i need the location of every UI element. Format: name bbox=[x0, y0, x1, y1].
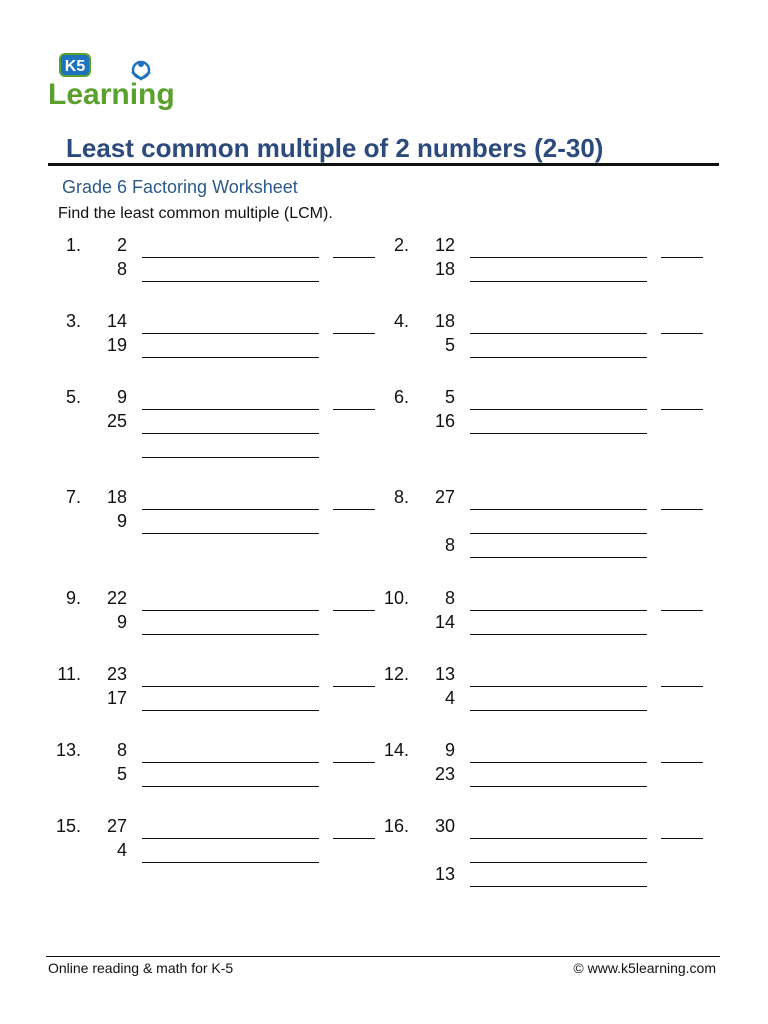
footer-website: © www.k5learning.com bbox=[573, 960, 716, 976]
answer-line[interactable] bbox=[661, 257, 703, 258]
multiples-line-2[interactable] bbox=[142, 357, 319, 358]
first-number: 27 bbox=[106, 816, 127, 836]
multiples-line-1[interactable] bbox=[470, 409, 647, 410]
multiples-line-extra[interactable] bbox=[470, 862, 647, 863]
second-number: 16 bbox=[434, 411, 455, 431]
answer-line[interactable] bbox=[333, 409, 375, 410]
multiples-line-1[interactable] bbox=[470, 610, 647, 611]
first-number: 2 bbox=[116, 235, 127, 255]
answer-line[interactable] bbox=[661, 409, 703, 410]
second-number: 4 bbox=[444, 688, 455, 708]
multiples-line-1[interactable] bbox=[470, 838, 647, 839]
multiples-line-2[interactable] bbox=[142, 281, 319, 282]
star-person-icon bbox=[132, 61, 150, 79]
second-number: 25 bbox=[106, 411, 127, 431]
problem-number: 7. bbox=[65, 487, 81, 507]
multiples-line-1[interactable] bbox=[142, 610, 319, 611]
k5-learning-logo bbox=[48, 52, 188, 114]
instructions: Find the least common multiple (LCM). bbox=[58, 205, 333, 222]
multiples-line-1[interactable] bbox=[142, 686, 319, 687]
first-number: 13 bbox=[434, 664, 455, 684]
answer-line[interactable] bbox=[333, 686, 375, 687]
answer-line[interactable] bbox=[333, 762, 375, 763]
multiples-line-1[interactable] bbox=[142, 409, 319, 410]
second-number: 8 bbox=[444, 535, 455, 555]
multiples-line-2[interactable] bbox=[142, 533, 319, 534]
problem-16 bbox=[383, 816, 713, 906]
multiples-line-2[interactable] bbox=[470, 357, 647, 358]
second-number: 19 bbox=[106, 335, 127, 355]
second-number: 5 bbox=[116, 764, 127, 784]
first-number: 9 bbox=[116, 387, 127, 407]
second-number: 17 bbox=[106, 688, 127, 708]
problem-number: 11. bbox=[57, 664, 81, 684]
multiples-line-1[interactable] bbox=[470, 686, 647, 687]
problem-number: 10. bbox=[383, 588, 409, 608]
second-number: 9 bbox=[116, 612, 127, 632]
second-number: 13 bbox=[434, 864, 455, 884]
problem-5 bbox=[55, 387, 385, 477]
problem-number: 14. bbox=[383, 740, 409, 760]
answer-line[interactable] bbox=[333, 333, 375, 334]
first-number: 8 bbox=[116, 740, 127, 760]
answer-line[interactable] bbox=[333, 509, 375, 510]
problem-15 bbox=[55, 816, 385, 906]
problem-number: 9. bbox=[65, 588, 81, 608]
multiples-line-2[interactable] bbox=[142, 862, 319, 863]
multiples-line-1[interactable] bbox=[470, 509, 647, 510]
problem-8 bbox=[383, 487, 713, 577]
multiples-line-extra[interactable] bbox=[470, 533, 647, 534]
first-number: 8 bbox=[444, 588, 455, 608]
problem-number: 15. bbox=[55, 816, 81, 836]
title-divider bbox=[48, 163, 719, 166]
worksheet-subtitle: Grade 6 Factoring Worksheet bbox=[62, 177, 298, 197]
first-number: 27 bbox=[434, 487, 455, 507]
multiples-line-2[interactable] bbox=[470, 710, 647, 711]
second-number: 14 bbox=[434, 612, 455, 632]
answer-line[interactable] bbox=[661, 610, 703, 611]
multiples-line-2[interactable] bbox=[142, 634, 319, 635]
problem-7 bbox=[55, 487, 385, 577]
problem-number: 5. bbox=[65, 387, 81, 407]
problem-number: 2. bbox=[393, 235, 409, 255]
answer-line[interactable] bbox=[661, 838, 703, 839]
first-number: 12 bbox=[434, 235, 455, 255]
second-number: 9 bbox=[116, 511, 127, 531]
problem-number: 12. bbox=[383, 664, 409, 684]
multiples-line-2[interactable] bbox=[142, 710, 319, 711]
second-number: 8 bbox=[116, 259, 127, 279]
multiples-line-2[interactable] bbox=[470, 433, 647, 434]
second-number: 18 bbox=[434, 259, 455, 279]
answer-line[interactable] bbox=[661, 686, 703, 687]
multiples-line-2[interactable] bbox=[470, 281, 647, 282]
multiples-line-1[interactable] bbox=[470, 762, 647, 763]
multiples-line-2[interactable] bbox=[470, 634, 647, 635]
answer-line[interactable] bbox=[661, 509, 703, 510]
multiples-line-1[interactable] bbox=[142, 838, 319, 839]
problem-number: 4. bbox=[393, 311, 409, 331]
answer-line[interactable] bbox=[333, 610, 375, 611]
problem-number: 8. bbox=[393, 487, 409, 507]
multiples-line-2[interactable] bbox=[470, 786, 647, 787]
multiples-line-1[interactable] bbox=[142, 333, 319, 334]
second-number: 23 bbox=[434, 764, 455, 784]
multiples-line-2[interactable] bbox=[142, 786, 319, 787]
problem-6 bbox=[383, 387, 713, 477]
k5-badge bbox=[60, 54, 90, 76]
multiples-line-1[interactable] bbox=[142, 257, 319, 258]
first-number: 23 bbox=[106, 664, 127, 684]
problem-number: 1. bbox=[65, 235, 81, 255]
multiples-line-2[interactable] bbox=[470, 557, 647, 558]
logo-badge-text: K5 bbox=[64, 58, 86, 75]
answer-line[interactable] bbox=[333, 838, 375, 839]
footer-divider bbox=[46, 956, 720, 957]
first-number: 30 bbox=[434, 816, 455, 836]
answer-line[interactable] bbox=[333, 257, 375, 258]
problem-number: 16. bbox=[383, 816, 409, 836]
problem-number: 13. bbox=[55, 740, 81, 760]
multiples-line-1[interactable] bbox=[470, 333, 647, 334]
logo-word: Learning bbox=[48, 78, 175, 111]
multiples-line-2[interactable] bbox=[142, 433, 319, 434]
first-number: 18 bbox=[106, 487, 127, 507]
first-number: 18 bbox=[434, 311, 455, 331]
first-number: 14 bbox=[106, 311, 127, 331]
page-title: Least common multiple of 2 numbers (2-30) bbox=[66, 133, 604, 163]
problem-number: 6. bbox=[393, 387, 409, 407]
first-number: 22 bbox=[106, 588, 127, 608]
multiples-line-1[interactable] bbox=[142, 509, 319, 510]
answer-line[interactable] bbox=[661, 762, 703, 763]
second-number: 4 bbox=[116, 840, 127, 860]
multiples-line-1[interactable] bbox=[470, 257, 647, 258]
second-number: 5 bbox=[444, 335, 455, 355]
first-number: 5 bbox=[444, 387, 455, 407]
footer-tagline: Online reading & math for K-5 bbox=[48, 960, 234, 976]
first-number: 9 bbox=[444, 740, 455, 760]
multiples-line-extra[interactable] bbox=[142, 457, 319, 458]
multiples-line-1[interactable] bbox=[142, 762, 319, 763]
problem-number: 3. bbox=[65, 311, 81, 331]
answer-line[interactable] bbox=[661, 333, 703, 334]
multiples-line-2[interactable] bbox=[470, 886, 647, 887]
